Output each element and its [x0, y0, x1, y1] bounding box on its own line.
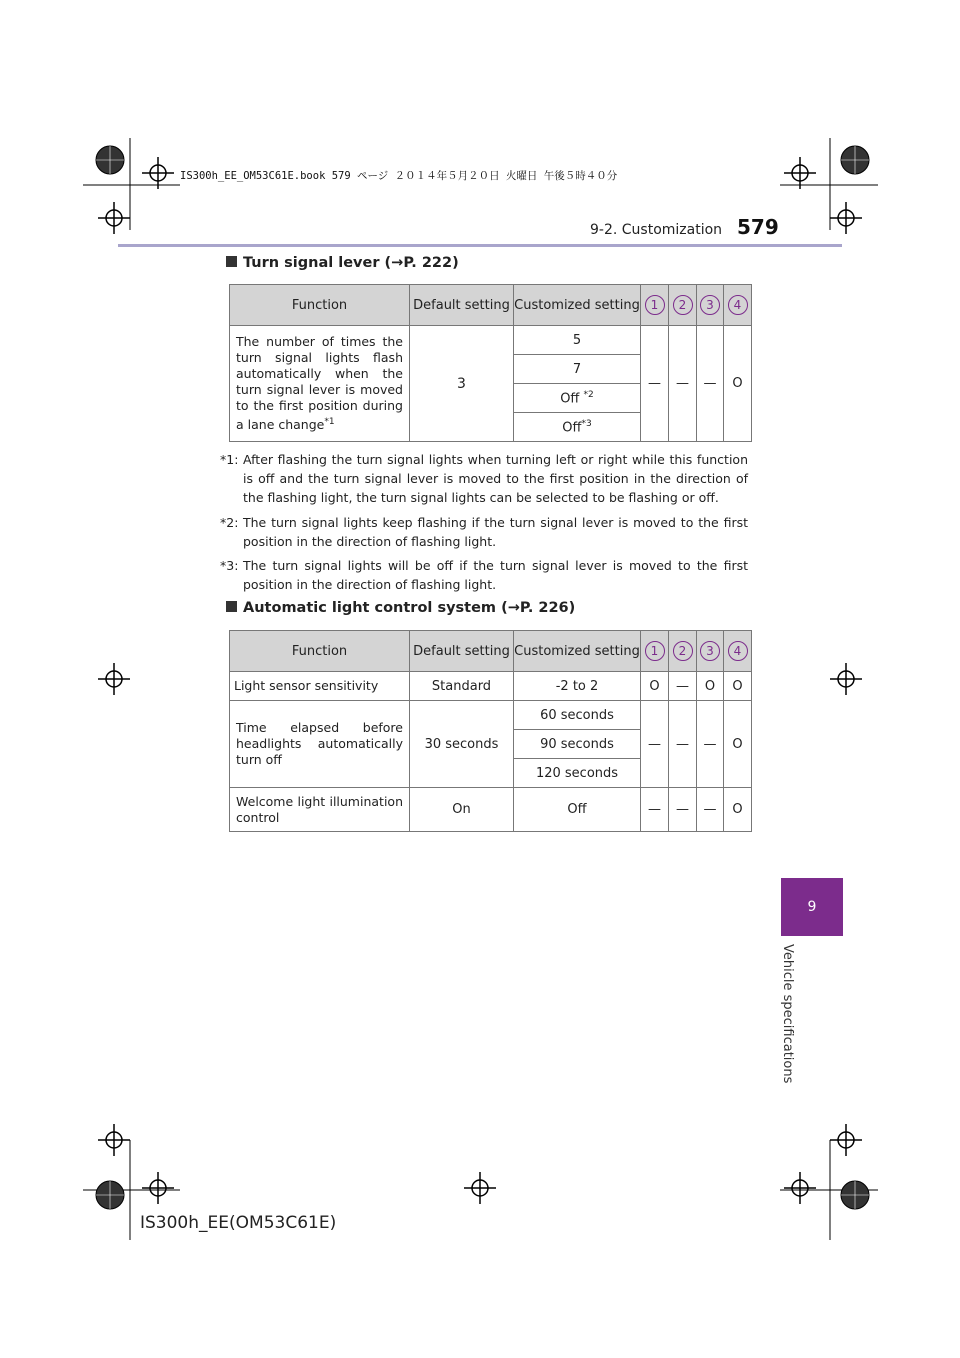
availability-3: —: [697, 326, 724, 442]
col-customized: Customized setting: [514, 631, 641, 672]
availability-4: O: [724, 672, 752, 701]
book-info: IS300h_EE_OM53C61E.book 579 ページ ２０１４年５月２０日 火曜日 午後５時４０分: [180, 170, 618, 182]
table-row: [230, 788, 752, 832]
col-default: Default setting: [410, 285, 514, 326]
section-title: 9-2. Customization: [590, 222, 723, 238]
number-1-icon: 1: [645, 295, 665, 315]
option-value: Off$^{*3}$: [514, 413, 641, 442]
option-value: Off: [514, 788, 641, 832]
table-row: [230, 326, 752, 355]
col-function: Function: [230, 631, 410, 672]
number-3-icon: 3: [700, 295, 720, 315]
col-function: Function: [230, 285, 410, 326]
option-value: 90 seconds: [514, 730, 641, 759]
number-2-icon: 2: [673, 641, 693, 661]
page-number: 579: [737, 215, 779, 239]
availability-3: O: [697, 672, 724, 701]
function-text: Light sensor sensitivity: [230, 672, 410, 701]
availability-4: O: [724, 701, 752, 788]
chapter-number: 9: [807, 899, 817, 915]
footnote-2: *2: The turn signal lights keep flashing if the turn signal lever is moved to the first position in the direction of flashing light.: [220, 515, 748, 549]
default-value: 30 seconds: [410, 701, 514, 788]
default-value: 3: [410, 326, 514, 442]
availability-1: —: [641, 701, 669, 788]
function-text: Time elapsed before headlights automatically turn off: [230, 701, 410, 788]
chapter-label: Vehicle specifications: [780, 944, 795, 1084]
option-value: 7: [514, 355, 641, 384]
section-heading-turn-signal: Turn signal lever (→P. 222): [226, 255, 459, 271]
default-value: On: [410, 788, 514, 832]
section-heading-auto-light: Automatic light control system (→P. 226): [226, 600, 575, 616]
number-4-icon: 4: [728, 641, 748, 661]
table-row: [230, 672, 752, 701]
col-customized: Customized setting: [514, 285, 641, 326]
availability-3: —: [697, 788, 724, 832]
availability-2: —: [669, 701, 697, 788]
col-default: Default setting: [410, 631, 514, 672]
option-value: 60 seconds: [514, 701, 641, 730]
table-header-row: [230, 631, 752, 672]
document-code: IS300h_EE(OM53C61E): [140, 1213, 337, 1233]
availability-1: —: [641, 326, 669, 442]
availability-4: O: [724, 326, 752, 442]
availability-2: —: [669, 672, 697, 701]
option-value: 120 seconds: [514, 759, 641, 788]
option-value: -2 to 2: [514, 672, 641, 701]
function-text: The number of times the turn signal lights flash automatically when the turn signal lever is moved to the first position during a lane change: [236, 333, 403, 433]
table-row: [230, 701, 752, 730]
square-bullet-icon: [226, 601, 237, 612]
function-text: Welcome light illumination control: [230, 788, 410, 832]
number-3-icon: 3: [700, 641, 720, 661]
auto-light-table: [229, 630, 752, 832]
option-value: 5: [514, 326, 641, 355]
availability-1: —: [641, 788, 669, 832]
availability-2: —: [669, 326, 697, 442]
number-1-icon: 1: [645, 641, 665, 661]
footnote-mark-1: *1: [324, 416, 335, 427]
availability-4: O: [724, 788, 752, 832]
number-4-icon: 4: [728, 295, 748, 315]
default-value: Standard: [410, 672, 514, 701]
square-bullet-icon: [226, 256, 237, 267]
option-value: Off $^{*2}$: [514, 384, 641, 413]
availability-3: —: [697, 701, 724, 788]
table-header-row: [230, 285, 752, 326]
header-rule: [118, 244, 842, 247]
availability-1: O: [641, 672, 669, 701]
turn-signal-table: [229, 284, 752, 442]
number-2-icon: 2: [673, 295, 693, 315]
chapter-tab[interactable]: [781, 878, 843, 936]
availability-2: —: [669, 788, 697, 832]
footnote-1: *1: After flashing the turn signal lights when turning left or right while this function is off and the turn signal lever is moved to the first position in the direction of the flashing light, the turn signal lights can be selected to be flashing or off.: [220, 452, 748, 505]
footnote-3: *3: The turn signal lights will be off if the turn signal lever is moved to the first position in the direction of flashing light.: [220, 558, 748, 592]
